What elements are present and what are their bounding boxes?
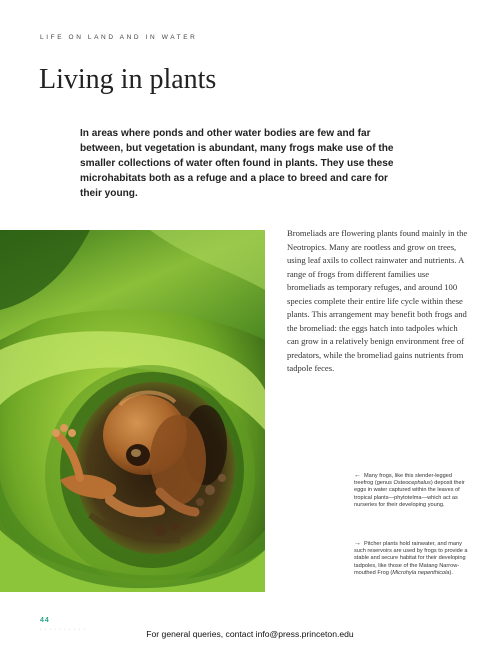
page-title: Living in plants xyxy=(39,64,217,95)
arrow-left-icon: ← xyxy=(354,472,361,479)
caption-text: Pitcher plants hold rainwater, and many such reservoirs are used by frogs to provide a stable and secure habitat for their developing tadpoles, like those of the Matang Narrow-mouthed Frog ( xyxy=(354,541,468,576)
intro-paragraph: In areas where ponds and other water bodies are few and far between, but vegetation is abundant, many frogs make use of the smaller collections of water often found in plants. They use these microhabitats both as a refuge and a place to breed and care for their young. xyxy=(80,128,394,199)
caption-pitcher-plant xyxy=(354,540,472,577)
section-kicker: LIFE ON LAND AND IN WATER xyxy=(40,34,198,41)
arrow-right-icon: → xyxy=(354,540,361,547)
footer-contact: For general queries, contact info@press.princeton.edu xyxy=(146,629,354,639)
caption-species: Microhyla nepenthicola xyxy=(392,569,450,576)
caption-text: ) deposit their eggs in water captured within the leaves of tropical plants—phytotelma—which act as nurseries for their developing young. xyxy=(354,480,465,508)
caption-genus: Osteocephalus xyxy=(393,480,431,487)
caption-text: ). xyxy=(449,569,453,576)
page-dots: • • • • • • • • • • xyxy=(40,627,87,631)
bromeliad-frog-photo xyxy=(0,230,265,592)
body-paragraph: Bromeliads are flowering plants found mainly in the Neotropics. Many are rootless and grow on trees, using leaf axils to collect rainwater and nutrients. A range of frogs from different families use bromeliads as temporary refuges, and around 100 species complete their entire life cycle within these plants. This arrangement may benefit both frogs and the bromeliad: the eggs hatch into tadpoles which can grow in a relatively benign environment free of predators, while the bromeliad gains nutrients from tadpole feces. xyxy=(287,228,468,374)
page-number: 44 xyxy=(40,617,50,624)
caption-text: Many frogs, like this slender-legged treefrog (genus xyxy=(354,473,452,487)
caption-treefrog xyxy=(354,472,472,509)
